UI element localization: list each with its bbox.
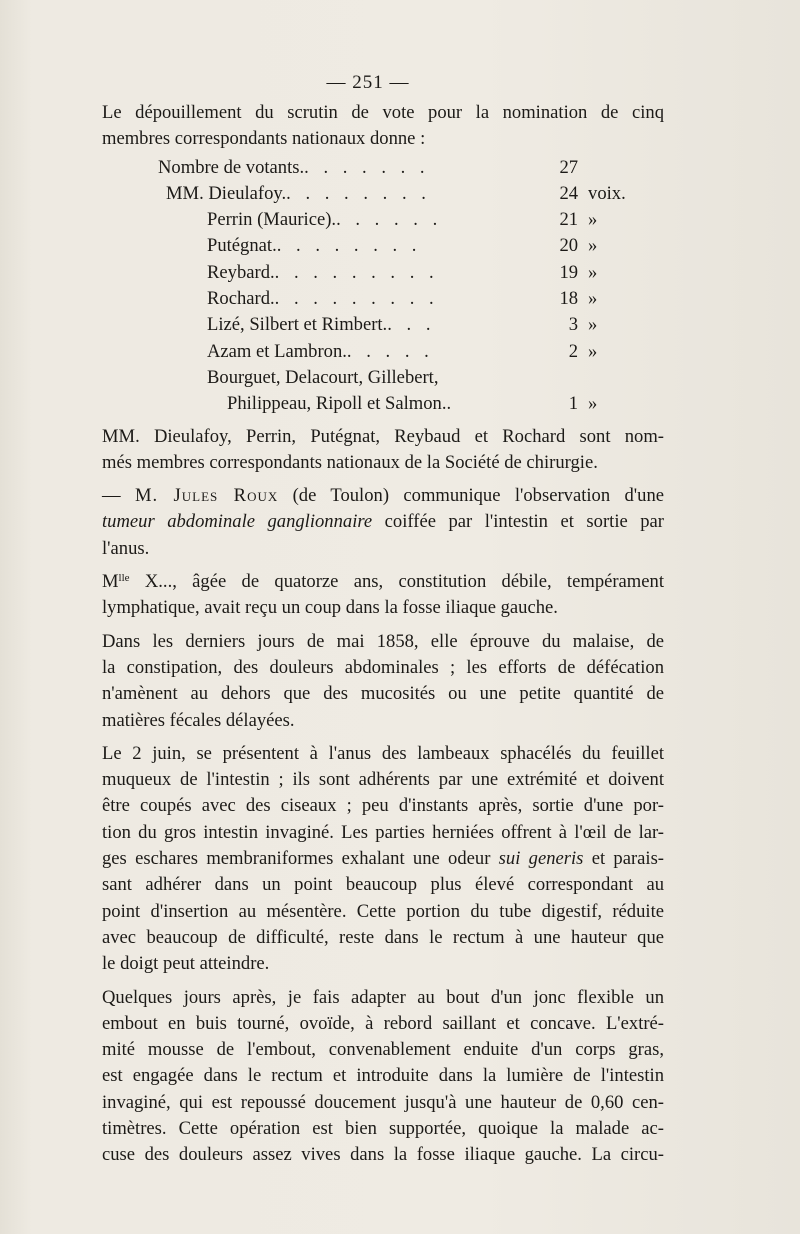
text-line: lymphatique, avait reçu un coup dans la fosse iliaque gauche.: [102, 597, 558, 619]
vote-unit: »: [588, 261, 598, 283]
page-number: — 251 —: [326, 72, 410, 93]
vote-unit: »: [588, 209, 598, 231]
text-run: X..., âgée de quatorze ans, constitution débile, tempérament: [129, 571, 664, 593]
page-body: [80, 100, 664, 1176]
text-line: [80, 846, 664, 872]
leader-dots: . . .: [387, 314, 436, 336]
vote-count: 2: [568, 340, 579, 362]
leader-dots: . . . . .: [346, 340, 434, 362]
vote-count: 24: [559, 182, 579, 204]
text-line: la constipation, des douleurs abdominales ; les efforts de défécation: [102, 656, 664, 678]
vote-results-table: [80, 155, 664, 418]
author-name: M. Jules Roux: [134, 485, 279, 507]
latin-phrase: sui generis: [498, 848, 584, 870]
text-run: et parais-: [583, 848, 664, 870]
em-dash: —: [102, 485, 135, 507]
vote-label: Azam et Lambron.: [207, 340, 347, 362]
text-line: MM. Dieulafoy, Perrin, Putégnat, Reybaud et Rochard sont nom-: [102, 425, 664, 447]
text-line: n'amènent au dehors que des mucosités ou une petite quantité de: [102, 683, 664, 705]
vote-row: [80, 233, 664, 259]
vote-unit: »: [588, 235, 598, 257]
vote-label: MM. Dieulafoy.: [166, 182, 287, 204]
vote-count: 3: [568, 314, 579, 336]
text-line: embout en buis tourné, ovoïde, à rebord saillant et concave. L'extré-: [102, 1012, 664, 1034]
vote-row: [80, 339, 664, 365]
leader-dots: .: [446, 393, 457, 415]
text-line: [80, 569, 664, 595]
text-line: sant adhérer dans un point beaucoup plus élevé correspondant au: [102, 874, 664, 896]
vote-count: 1: [568, 393, 579, 415]
patient-paragraph: [80, 569, 664, 622]
text-line: Le 2 juin, se présentent à l'anus des lambeaux sphacélés du feuillet: [102, 742, 664, 764]
text-line: être coupés avec des ciseaux ; peu d'instants après, sortie d'une por-: [102, 795, 664, 817]
vote-count: 20: [559, 235, 579, 257]
text-line: [80, 509, 664, 535]
text-line: matières fécales délayées.: [102, 709, 295, 731]
vote-row: [80, 207, 664, 233]
vote-count: 19: [559, 261, 579, 283]
vote-row: [80, 286, 664, 312]
treatment-paragraph: [80, 985, 664, 1169]
text-line: muqueux de l'intestin ; ils sont adhérents par une extrémité et doivent: [102, 769, 664, 791]
prolapse-paragraph: [80, 741, 664, 978]
vote-unit: »: [588, 314, 598, 336]
vote-row: [80, 312, 664, 338]
result-paragraph: [80, 424, 664, 477]
intro-paragraph: [80, 100, 664, 153]
vote-row-total: [80, 155, 664, 181]
vote-row: [80, 365, 664, 391]
text-line: Quelques jours après, je fais adapter au bout d'un jonc flexible un: [102, 986, 664, 1008]
text-line: cuse des douleurs assez vives dans la fosse iliaque gauche. La circu-: [102, 1144, 664, 1166]
vote-label: Putégnat.: [207, 235, 277, 257]
vote-label: Perrin (Maurice).: [207, 209, 337, 231]
leader-dots: . . . . . . . .: [276, 235, 422, 257]
vote-count: 27: [559, 156, 579, 178]
vote-label: Bourguet, Delacourt, Gillebert,: [207, 366, 439, 388]
leader-dots: . . . . . . . .: [286, 182, 431, 204]
leader-dots: . . . . . . . . .: [274, 261, 439, 283]
observation-title: tumeur abdominale ganglionnaire: [102, 511, 373, 533]
text-line: mité mousse de l'embout, convenablement enduite d'un corps gras,: [102, 1039, 664, 1061]
vote-row: [80, 391, 664, 417]
vote-unit: »: [588, 288, 598, 310]
text-line: Le dépouillement du scrutin de vote pour la nomination de cinq: [102, 102, 664, 123]
text-line: est engagée dans le rectum et introduite dans la lumière de l'intestin: [102, 1065, 664, 1087]
text-line: invaginé, qui est repoussé doucement jusqu'à une hauteur de 0,60 cen-: [102, 1091, 664, 1113]
vote-unit: »: [588, 340, 598, 362]
vote-unit: [578, 365, 664, 391]
text-line: més membres correspondants nationaux de la Société de chirurgie.: [102, 451, 598, 473]
title-abbrev: M: [102, 571, 119, 593]
vote-unit: [578, 155, 664, 181]
text-run: (de Toulon) communique l'observation d'une: [278, 485, 664, 507]
text-run: ges eschares membraniformes exhalant une odeur: [102, 848, 499, 870]
leader-dots: . . . . . . . . .: [274, 288, 439, 310]
text-line: avec beaucoup de difficulté, reste dans le rectum à une hauteur que: [102, 926, 664, 948]
vote-count: 18: [559, 288, 579, 310]
vote-count: 21: [559, 209, 579, 231]
text-line: timètres. Cette opération est bien supportée, quoique la malade ac-: [102, 1117, 664, 1139]
text-line: membres correspondants nationaux donne :: [102, 128, 426, 150]
leader-dots: . . . . . . .: [304, 156, 430, 178]
symptoms-paragraph: [80, 629, 664, 734]
vote-unit: »: [588, 393, 598, 415]
text-line: le doigt peut atteindre.: [102, 953, 270, 975]
vote-row: [80, 260, 664, 286]
vote-label: Philippeau, Ripoll et Salmon.: [227, 393, 447, 415]
vote-label: Rochard.: [207, 288, 275, 310]
vote-label: Nombre de votants.: [158, 156, 305, 178]
text-line: [80, 483, 664, 509]
text-line: Dans les derniers jours de mai 1858, elle éprouve du malaise, de: [102, 630, 664, 652]
text-run: coiffée par l'intestin et sortie par: [372, 511, 664, 533]
vote-row: [80, 181, 664, 207]
vote-unit: voix.: [588, 182, 626, 204]
vote-label: Lizé, Silbert et Rimbert.: [207, 314, 388, 336]
text-line: point d'insertion au mésentère. Cette portion du tube digestif, réduite: [102, 900, 664, 922]
text-line: l'anus.: [102, 537, 150, 559]
vote-label: Reybard.: [207, 261, 275, 283]
text-line: tion du gros intestin invaginé. Les parties herniées offrent à l'œil de lar-: [102, 821, 664, 843]
leader-dots: . . . . . .: [336, 209, 443, 231]
communication-paragraph: [80, 483, 664, 562]
title-abbrev-sup: lle: [118, 572, 130, 585]
vote-count: [550, 365, 578, 391]
